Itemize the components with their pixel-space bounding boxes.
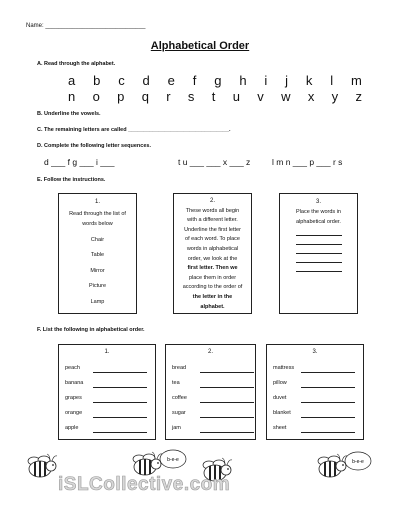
list-row — [273, 365, 353, 373]
alphabet-letter: o — [92, 89, 100, 104]
list-row — [172, 410, 252, 418]
list-word: duvet — [273, 395, 287, 401]
list-word: blanket — [273, 410, 291, 416]
speech-bubble — [345, 452, 371, 470]
word-item: Chair — [90, 236, 105, 243]
list-row — [172, 380, 252, 388]
section-d-heading: D. Complete the following letter sequences. — [37, 143, 151, 149]
word-list-box-3 — [266, 344, 364, 440]
instruction-line: with a different letter. — [187, 217, 238, 224]
box-number: 1. — [94, 199, 100, 205]
alphabet-letter: v — [257, 89, 264, 104]
alphabet-letter: s — [187, 89, 195, 104]
list-row — [65, 425, 145, 433]
list-word: mattress — [273, 365, 295, 371]
answer-line[interactable] — [93, 432, 147, 433]
word-item: Lamp — [90, 298, 105, 305]
alphabet-letter: x — [307, 89, 315, 104]
watermark: iSLCollective.com — [58, 474, 231, 495]
list-word: orange — [65, 410, 83, 416]
instruction-line: according to the order of — [182, 284, 243, 291]
instruction-line: place them in order — [188, 274, 237, 281]
list-row — [273, 395, 353, 403]
speech-bubble-text: b-e-e — [352, 459, 364, 465]
list-row — [65, 380, 145, 388]
list-word: bread — [172, 365, 187, 371]
section-e-heading: E. Follow the instructions. — [37, 177, 106, 183]
answer-line[interactable] — [296, 271, 342, 272]
word-list-box-2 — [165, 344, 256, 440]
box-number: 1. — [104, 349, 110, 355]
answer-line[interactable] — [301, 432, 355, 433]
speech-bubble — [160, 450, 186, 468]
list-row — [172, 425, 252, 433]
bee-icon — [28, 454, 57, 477]
list-row — [172, 365, 252, 373]
name-field-label: Name: ______________________________ — [26, 23, 146, 29]
answer-line[interactable] — [296, 253, 342, 254]
letter-sequence-1: d ___ f g ___ i ___ — [44, 157, 115, 167]
letter-sequence-2: t u ___ ___ x ___ z — [178, 157, 251, 167]
alphabet-letter: k — [305, 73, 313, 88]
list-word: peach — [65, 365, 80, 371]
list-word: sugar — [172, 410, 186, 416]
list-word: grapes — [65, 395, 82, 401]
alphabet-letter: n — [68, 89, 76, 104]
word-list — [59, 235, 136, 307]
section-c-heading: C. The remaining letters are called _________________________________. — [37, 127, 231, 133]
alphabet-letter: p — [117, 89, 125, 104]
alphabet-letter: g — [214, 73, 222, 88]
alphabet-letter: f — [192, 73, 197, 88]
box-3-intro-line-1: Place the words in — [296, 209, 341, 215]
alphabet-letter: m — [351, 73, 362, 88]
list-row — [273, 410, 353, 418]
instruction-line: of each word. To place — [185, 236, 240, 243]
list-row — [65, 365, 145, 373]
answer-line[interactable] — [200, 432, 254, 433]
box-number: 2. — [207, 349, 213, 355]
list-row — [65, 410, 145, 418]
alphabet-letter: t — [211, 89, 216, 104]
answer-line[interactable] — [93, 387, 147, 388]
answer-line[interactable] — [93, 402, 147, 403]
alphabet-letter: c — [118, 73, 125, 88]
instruction-line: first letter. Then we — [187, 265, 238, 272]
word-item: Mirror — [90, 267, 105, 274]
alphabet-letter: q — [141, 89, 149, 104]
word-item: Table — [90, 252, 105, 258]
alphabet-letter: r — [166, 89, 171, 104]
list-word: jam — [172, 425, 181, 431]
box-number: 3. — [315, 199, 321, 205]
answer-line[interactable] — [301, 417, 355, 418]
instruction-line: These words all begin — [185, 207, 240, 214]
list-row — [172, 395, 252, 403]
instruction-line: order, we look at the — [187, 255, 238, 262]
answer-line[interactable] — [296, 262, 342, 263]
instruction-line: Underline the first letter — [184, 226, 241, 233]
box-number: 2. — [209, 198, 215, 204]
alphabet-row-1 — [68, 73, 362, 88]
list-row — [273, 425, 353, 433]
list-word: banana — [65, 380, 84, 386]
alphabet-letter: y — [331, 89, 339, 104]
instruction-box-2 — [173, 193, 252, 314]
answer-line[interactable] — [200, 372, 254, 373]
list-row — [65, 395, 145, 403]
list-word: apple — [65, 425, 79, 431]
instruction-box-3 — [279, 193, 358, 314]
alphabet-letter: l — [330, 73, 334, 88]
list-word: sheet — [273, 425, 287, 431]
speech-bubble-text: b-e-e — [167, 457, 179, 463]
list-word: pillow — [273, 380, 287, 386]
list-row — [273, 380, 353, 388]
alphabet-letter: a — [68, 73, 76, 88]
box-number: 3. — [312, 349, 318, 355]
box-2-instructions — [174, 207, 251, 313]
box-1-intro: Read through the list of words below — [69, 211, 126, 227]
alphabet-letter: b — [93, 73, 101, 88]
box-3-intro-line-2: alphabetical order. — [296, 219, 341, 225]
alphabet-letter: i — [264, 73, 268, 88]
list-word: coffee — [172, 395, 187, 401]
word-list-box-1 — [58, 344, 156, 440]
answer-line[interactable] — [200, 417, 254, 418]
alphabet-letter: e — [167, 73, 175, 88]
page-title: Alphabetical Order — [150, 40, 250, 52]
instruction-line: words in alphabetical — [186, 245, 239, 252]
alphabet-row-2 — [68, 89, 362, 104]
section-b-heading: B. Underline the vowels. — [37, 111, 101, 117]
alphabet-letter: d — [142, 73, 150, 88]
answer-line[interactable] — [301, 387, 355, 388]
answer-line[interactable] — [200, 387, 254, 388]
alphabet-letter: u — [232, 89, 240, 104]
alphabet-letter: w — [281, 89, 291, 104]
letter-sequence-3: l m n ___ p ___ r s — [272, 157, 343, 167]
answer-line[interactable] — [296, 235, 342, 236]
answer-line[interactable] — [93, 372, 147, 373]
instruction-line: alphabet. — [200, 303, 225, 310]
section-a-heading: A. Read through the alphabet. — [37, 61, 116, 67]
word-item: Picture — [88, 283, 107, 289]
answer-line[interactable] — [200, 402, 254, 403]
section-f-heading: F. List the following in alphabetical order. — [37, 327, 145, 333]
answer-line[interactable] — [301, 372, 355, 373]
alphabet-letter: h — [239, 73, 247, 88]
answer-line[interactable] — [301, 402, 355, 403]
list-word: tea — [172, 380, 180, 386]
alphabet-letter: z — [355, 89, 362, 104]
alphabet-letter: j — [285, 73, 289, 88]
bee-icon — [318, 454, 347, 477]
instruction-line: the letter in the — [192, 293, 233, 300]
answer-blanks — [280, 235, 357, 272]
answer-line[interactable] — [93, 417, 147, 418]
answer-line[interactable] — [296, 244, 342, 245]
instruction-box-1 — [58, 193, 137, 314]
bee-icon — [133, 452, 162, 475]
